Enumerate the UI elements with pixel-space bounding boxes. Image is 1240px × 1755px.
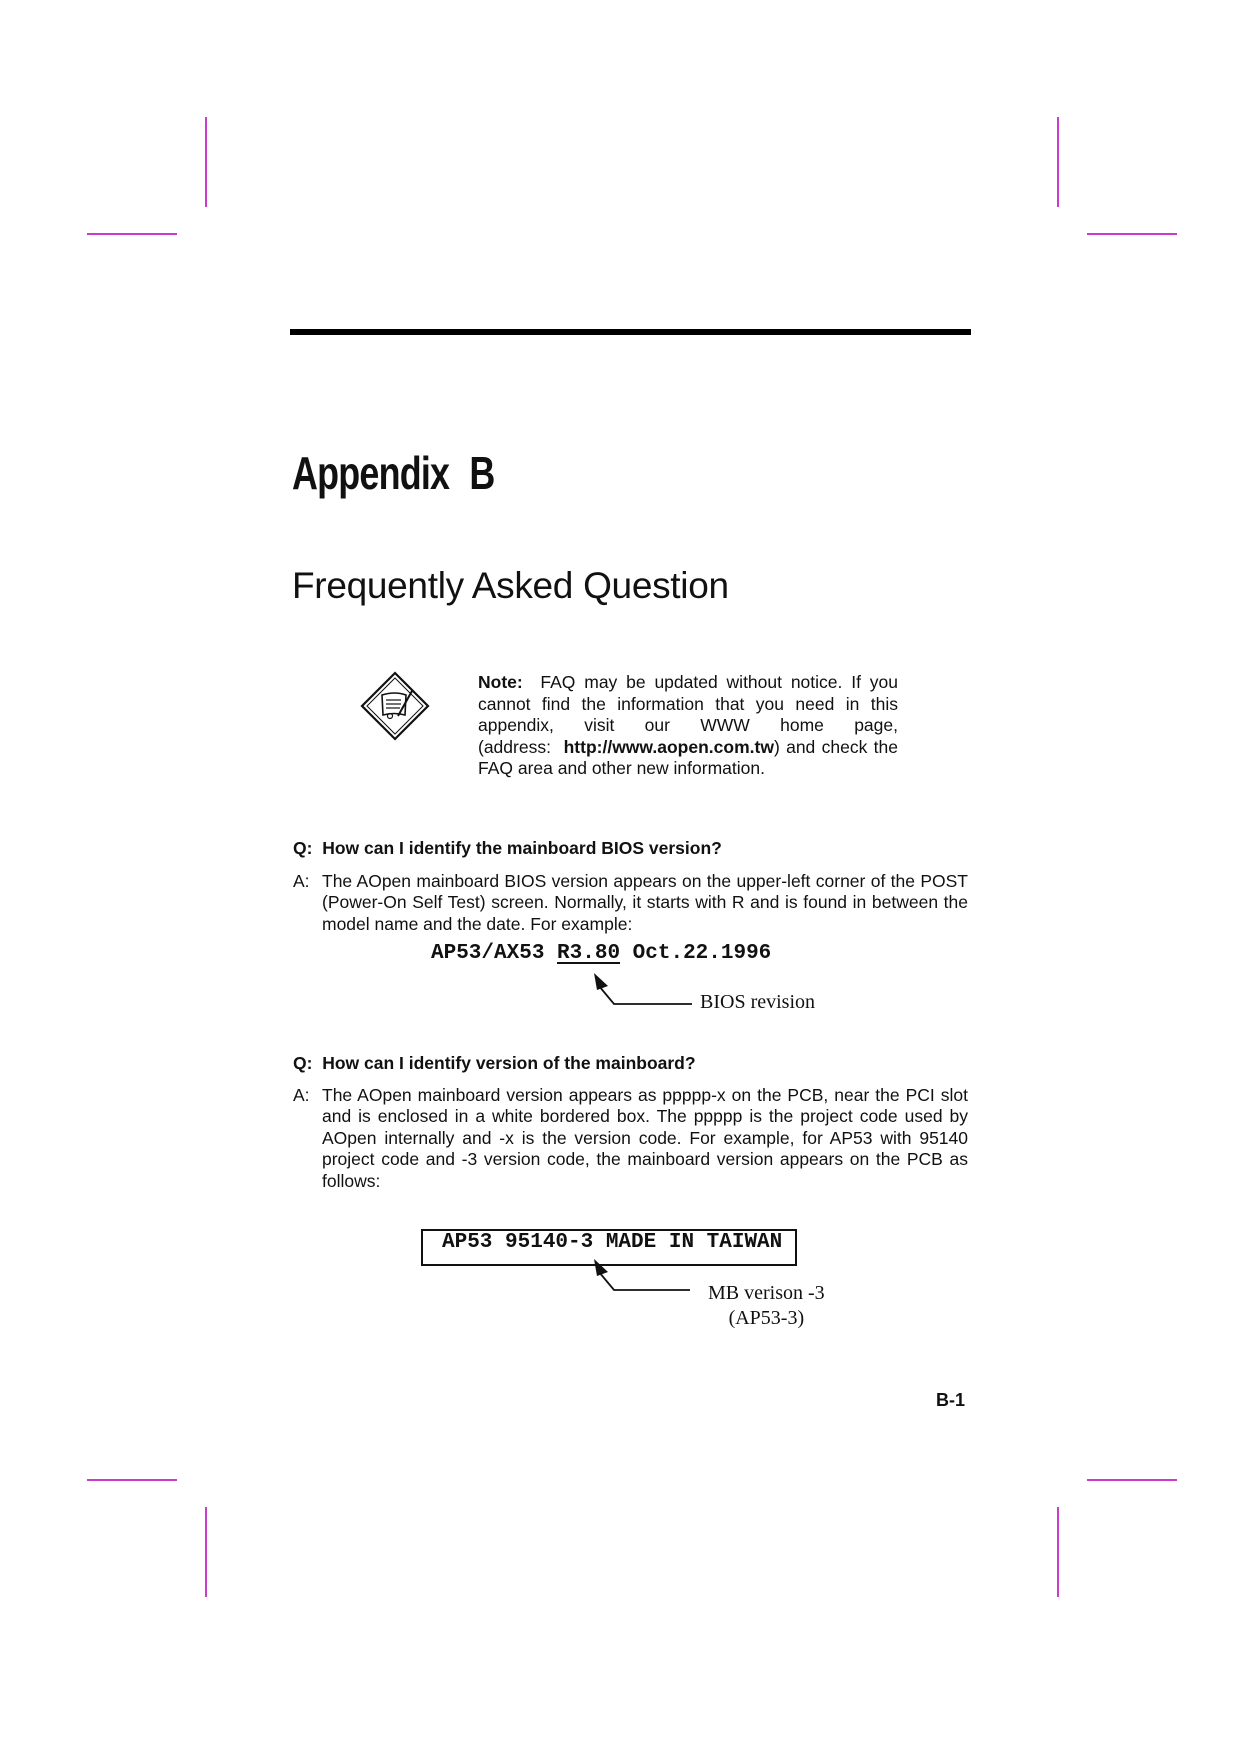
- note-block: [478, 672, 898, 780]
- faq-question-2: [293, 1053, 696, 1074]
- bios-callout-arrow: [590, 970, 700, 1010]
- crop-mark-bottom-left-horizontal: [87, 1479, 177, 1481]
- note-link[interactable]: http://www.aopen.com.tw: [563, 736, 774, 757]
- pcb-callout-arrow: [590, 1256, 700, 1296]
- page-number: B-1: [936, 1390, 966, 1410]
- note-text-end: ) and check the FAQ area and other new information.: [478, 736, 898, 778]
- bios-model: AP53/AX53: [431, 942, 545, 965]
- pcb-callout-line2: (AP53-3): [728, 1307, 805, 1329]
- note-label: Note:: [478, 672, 523, 692]
- section-title: Frequently Asked Question: [292, 565, 729, 606]
- answer-prefix: A:: [293, 871, 310, 891]
- question-prefix: Q:: [293, 838, 313, 858]
- faq-answer-1: [293, 871, 968, 935]
- bios-callout-label: BIOS revision: [700, 991, 815, 1013]
- chapter-rule: [290, 329, 971, 335]
- crop-mark-bottom-left-vertical: [205, 1507, 207, 1597]
- bios-date: Oct.22.1996: [632, 942, 772, 965]
- answer-text: The AOpen mainboard version appears as ppppp-x on the PCB, near the PCI slot and is enclosed in a white bordered box. The ppppp is the project code used by AOpen internally and -x is the version code. For example, for AP53 with 95140 project code and -3 version code, the mainboard version appears on the PCB as follows:: [322, 1085, 968, 1191]
- answer-text: The AOpen mainboard BIOS version appears on the upper-left corner of the POST (Power-On Self Test) screen. Normally, it starts with R and is found in between the model name and the date. For example:: [322, 871, 968, 934]
- crop-mark-bottom-right-horizontal: [1087, 1479, 1177, 1481]
- faq-question-1: [293, 838, 722, 859]
- question-prefix: Q:: [293, 1053, 313, 1073]
- crop-mark-top-right-vertical: [1057, 117, 1059, 207]
- answer-prefix: A:: [293, 1085, 310, 1105]
- bios-revision: R3.80: [557, 942, 621, 965]
- crop-mark-bottom-right-vertical: [1057, 1507, 1059, 1597]
- question-text: How can I identify version of the mainboard?: [322, 1053, 696, 1073]
- note-text: FAQ may be updated without notice. If you cannot find the information that you need in this appendix, visit our WWW home page, (address:: [478, 672, 898, 757]
- crop-mark-top-left-horizontal: [87, 233, 177, 235]
- crop-mark-top-left-vertical: [205, 117, 207, 207]
- crop-mark-top-right-horizontal: [1087, 233, 1177, 235]
- pcb-label-text: AP53 95140-3 MADE IN TAIWAN: [442, 1231, 783, 1254]
- pcb-callout-line1: MB verison -3: [708, 1282, 825, 1304]
- pcb-callout-label: [708, 1281, 825, 1331]
- faq-answer-2: [293, 1085, 968, 1192]
- appendix-title: Appendix B: [292, 447, 495, 499]
- bios-version-example: [431, 942, 771, 965]
- note-icon: [360, 671, 430, 741]
- question-text: How can I identify the mainboard BIOS version?: [322, 838, 722, 858]
